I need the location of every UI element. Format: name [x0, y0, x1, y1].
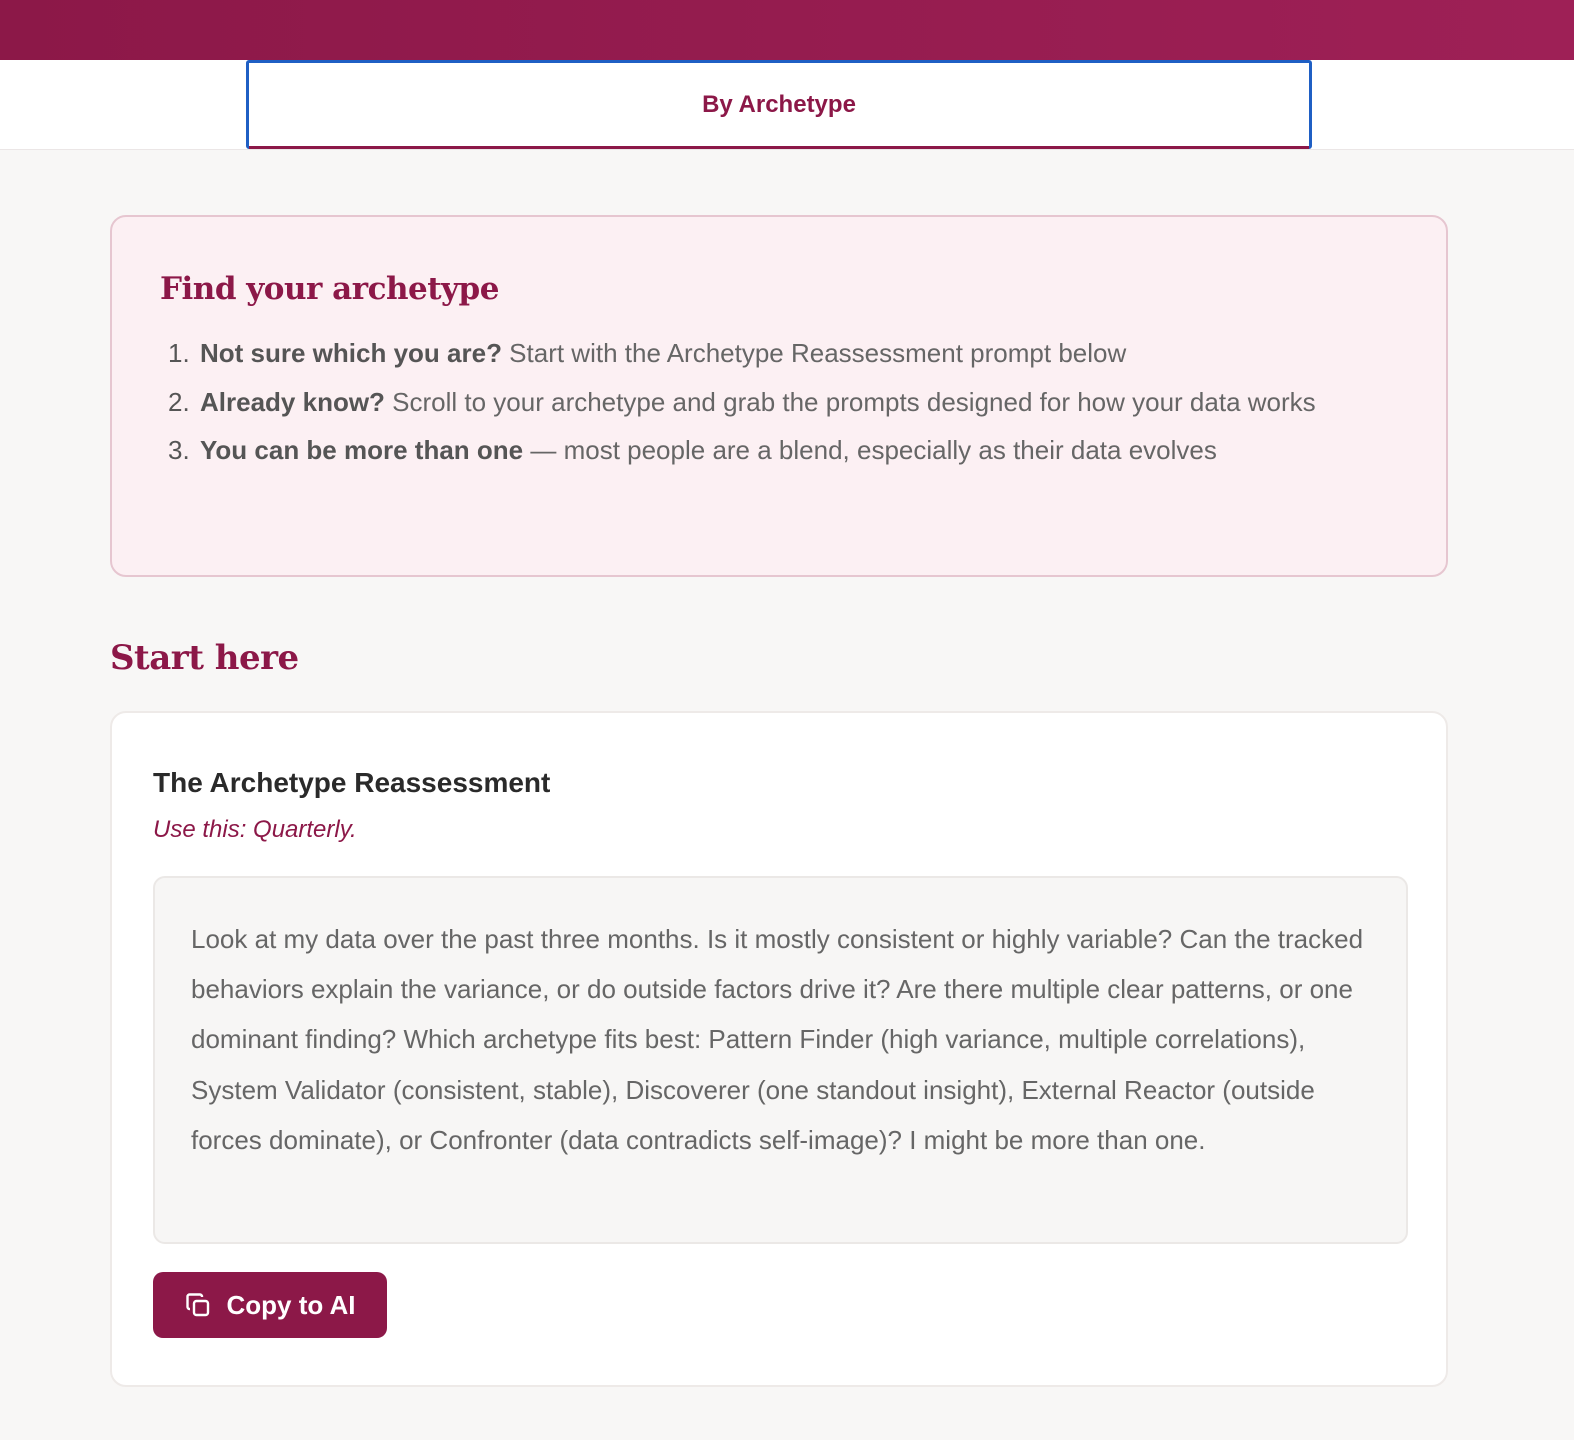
info-callout [110, 215, 1448, 577]
info-steps-list [160, 329, 1398, 475]
info-step-2 [160, 378, 1398, 427]
step-text: Scroll to your archetype and grab the prompts designed for how your data works [384, 386, 1316, 417]
copy-icon [184, 1291, 212, 1319]
tab-by-archetype[interactable] [246, 60, 1312, 149]
step-text: — most people are a blend, especially as their data evolves [523, 435, 1217, 465]
step-number: 3. [168, 435, 190, 465]
step-number: 1. [168, 338, 190, 368]
step-text: Start with the Archetype Reassessment prompt below [501, 338, 1127, 368]
tab-label: By Archetype [702, 90, 856, 118]
info-title: Find your archetype [160, 271, 499, 307]
copy-button-label: Copy to AI [226, 1289, 356, 1320]
tab-bar [0, 60, 1574, 150]
step-emphasis: Already know? [200, 386, 385, 417]
card-title: The Archetype Reassessment [153, 767, 551, 798]
copy-to-ai-button[interactable] [153, 1272, 387, 1338]
step-number: 2. [168, 386, 190, 417]
step-emphasis: Not sure which you are? [200, 338, 502, 368]
section-heading: Start here [110, 638, 299, 678]
card-usage-note: Use this: Quarterly. [153, 816, 357, 843]
info-step-3 [160, 426, 1398, 475]
step-emphasis: You can be more than one [200, 435, 524, 465]
prompt-card [110, 711, 1448, 1387]
info-step-1 [160, 329, 1398, 378]
top-banner [0, 0, 1574, 60]
tab-active-indicator [249, 146, 1309, 149]
prompt-text: Look at my data over the past three months. Is it mostly consistent or highly variable? Can the tracked behaviors explain the variance, or do outside factors drive it? Are there multiple clear patterns, or one dominant finding? Which archetype fits best: Pattern Finder (high variance, multiple correlations), System Validator (consistent, stable), Discoverer (one standout insight), External Reactor (outside forces dominate), or Confronter (data contradicts self-image)? I might be more than one. [153, 876, 1408, 1244]
